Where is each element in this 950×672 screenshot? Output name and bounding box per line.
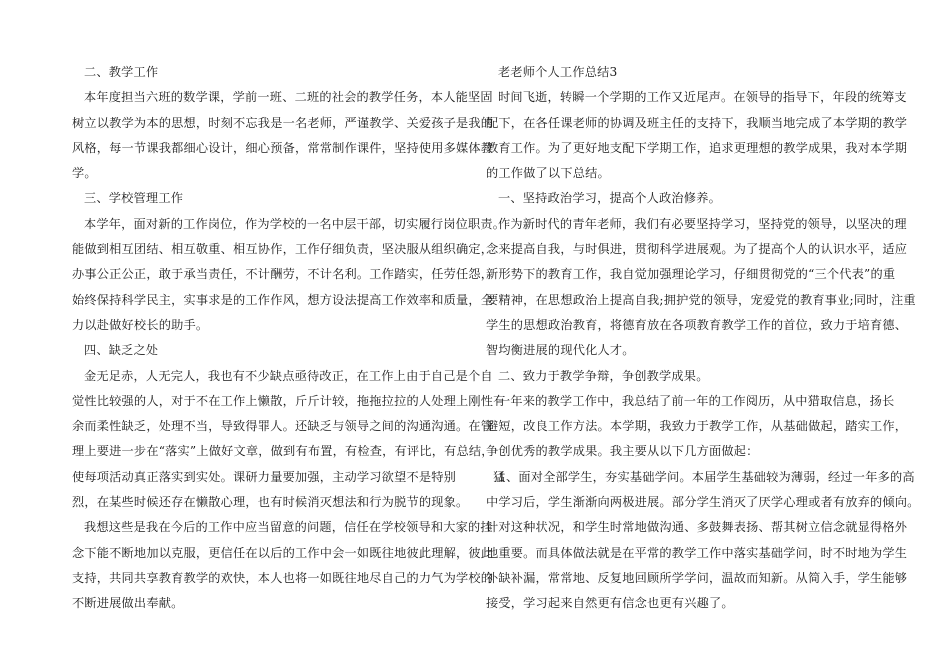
text-line: 教育工作。为了更好地支配下学期工作，追求更理想的教学成果，我对本学期	[486, 140, 908, 155]
text-line: 二、教学工作	[84, 65, 159, 79]
text-line: 一年来的教学工作中，我总结了前一年的工作阅历，从中猎取信息，扬长	[498, 393, 895, 408]
text-line: 四、缺乏之处	[84, 343, 159, 358]
text-line: 理上要进一步在“落实”上做好文章，做到有布置，有检查，有评比，有总结，	[72, 444, 494, 459]
text-line: 金无足赤，人无完人，我也有不少缺点亟待改正，在工作上由于自己是个自	[84, 368, 493, 383]
text-line: 老老师个人工作总结3	[498, 65, 618, 79]
text-line: 力以赴做好校长的助手。	[72, 317, 209, 332]
text-line: 念下能不断地加以克服，更信任在以后的工作中会一如既往地彼此理解，彼此	[72, 545, 494, 560]
text-line: 二、致力于教学争辩，争创教学成果。	[498, 368, 709, 383]
text-line: 配下，在各任课老师的协调及班主任的支持下，我顺当地完成了本学期的教学	[486, 115, 908, 130]
text-line: 能做到相互团结、相互敬重、相互协作，工作仔细负责，坚决服从组织确定，	[72, 242, 494, 257]
text-line: 我想这些是我在今后的工作中应当留意的问题，信任在学校领导和大家的挂	[84, 520, 493, 535]
text-line: 作为新时代的青年老师，我们有必要坚持学习，坚持党的领导，以坚决的理	[498, 216, 907, 231]
text-line: 1、面对全部学生，夯实基础学问。本届学生基础较为薄弱，经过一年多的高	[498, 469, 915, 484]
text-line: 智均衡进展的现代化人才。	[486, 343, 635, 358]
text-line: 觉性比较强的人，对于不在工作上懒散，斤斤计较，拖拖拉拉的人处理上刚性有	[72, 393, 506, 408]
text-line: 始终保持科学民主，实事求是的工作作风，想方设法提高工作效率和质量，全	[72, 292, 494, 307]
text-line: 要精神，在思想政治上提高自我;拥护党的领导，宠爱党的教育事业;同时，注重	[486, 292, 916, 307]
text-line: 争创优秀的教学成果。我主要从以下几方面做起：	[486, 444, 759, 459]
text-line: 使每项活动真正落实到实处。课研力量要加强，主动学习欲望不是特别 猛	[72, 469, 506, 484]
text-line: 新形势下的教育工作，我自觉加强理论学习，仔细贯彻党的“三个代表”的重	[486, 267, 896, 282]
right-column	[486, 60, 920, 617]
text-line: 中学习后，学生渐渐向两极进展。部分学生消灭了厌学心理或者有放弃的倾向。	[486, 495, 920, 510]
text-line: 本学年，面对新的工作岗位，作为学校的一名中层干部，切实履行岗位职责。	[84, 216, 506, 231]
text-line: 树立以教学为本的思想，时刻不忘我是一名老师，严谨教学、关爱孩子是我的	[72, 115, 494, 130]
text-line: 避短，改良工作方法。本学期，我致力于教学工作，从基础做起，踏实工作，	[486, 419, 908, 434]
text-line: 一、坚持政治学习，提高个人政治修养。	[498, 191, 721, 206]
text-line: 接受，学习起来自然更有信念也更有兴趣了。	[486, 596, 734, 611]
text-line: 不断进展做出奉献。	[72, 596, 184, 611]
text-line: 三、学校管理工作	[84, 191, 184, 206]
text-line: 支持，共同共享教育教学的欢快，本人也将一如既往地尽自己的力气为学校的	[72, 570, 494, 585]
text-line: 学。	[72, 166, 97, 181]
text-line: 风格，每一节课我都细心设计，细心预备，常常制作课件，坚持使用多媒体教	[72, 140, 494, 155]
left-column	[72, 60, 506, 617]
text-line: 地重要。而具体做法就是在平常的教学工作中落实基础学问，时不时地为学生	[486, 545, 908, 560]
text-line: 时间飞逝，转瞬一个学期的工作又近尾声。在领导的指导下，年段的统筹支	[498, 90, 907, 105]
text-line: 办事公正公正，敢于承当责任，不计酬劳，不计名利。工作踏实，任劳任怨，	[72, 267, 494, 282]
text-line: 念来提高自我，与时俱进，贯彻科学进展观。为了提高个人的认识水平，适应	[486, 242, 908, 257]
text-line: 补缺补漏，常常地、反复地回顾所学学问，温故而知新。从简入手，学生能够	[486, 570, 908, 585]
text-line: 本年度担当六班的数学课，学前一班、二班的社会的教学任务，本人能坚固	[84, 90, 493, 105]
text-line: 学生的思想政治教育，将德育放在各项教育教学工作的首位，致力于培育德、	[486, 317, 908, 332]
text-line: 针对这种状况，和学生时常地做沟通、多鼓舞表扬、帮其树立信念就显得格外	[486, 520, 908, 535]
text-line: 烈，在某些时候还存在懒散心理，也有时候消灭想法和行为脱节的现象。	[72, 495, 469, 510]
text-line: 的工作做了以下总结。	[486, 166, 610, 181]
text-line: 余而柔性缺乏，处理不当，导致得罪人。还缺乏与领导之间的沟通沟通。在管	[72, 419, 494, 434]
